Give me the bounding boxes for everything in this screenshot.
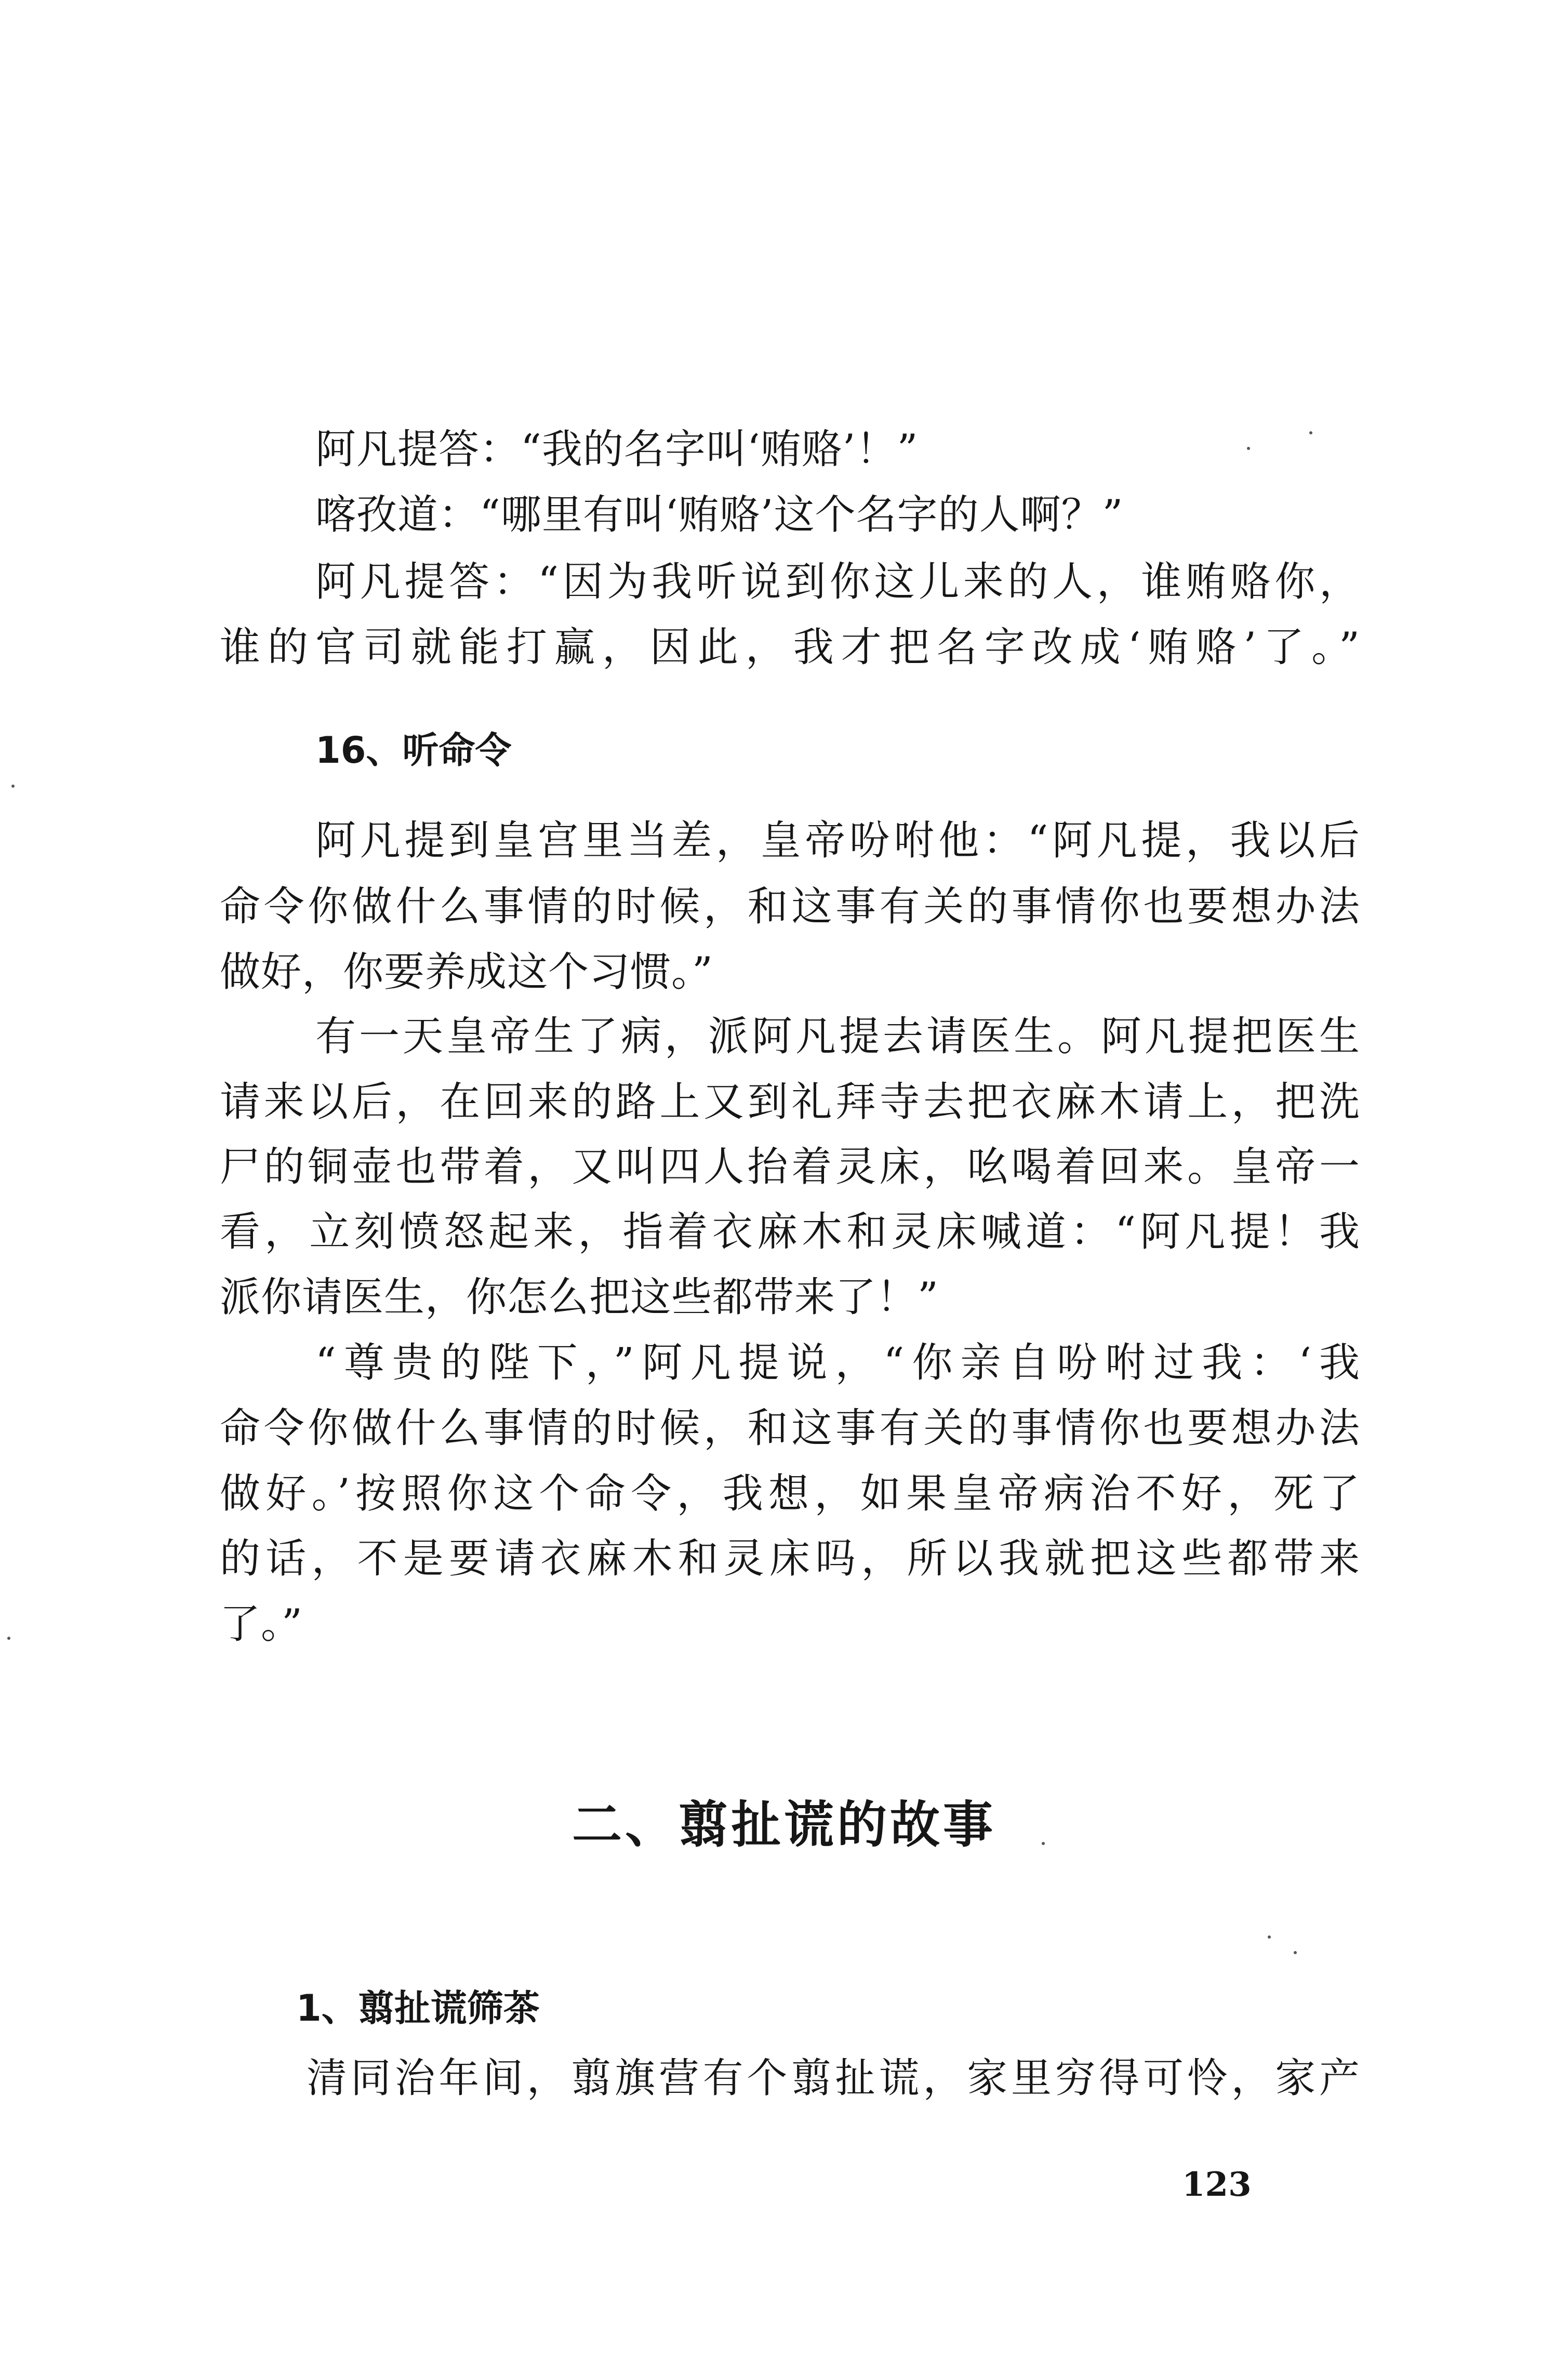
scan-speck (1294, 1951, 1297, 1954)
text-line: 清同治年间，翦旗营有个翦扯谎，家里穷得可怜，家产 (307, 2055, 1360, 2102)
text-line: 的话，不是要请衣麻木和灵床吗，所以我就把这些都带来 (220, 1535, 1360, 1582)
text-line: 阿凡提答：“我的名字叫‘贿赂’！” (315, 426, 919, 473)
story-1-heading: 1、翦扯谎筛茶 (296, 1987, 540, 2030)
text-line: 阿凡提到皇宫里当差，皇帝吩咐他：“阿凡提，我以后 (315, 817, 1360, 864)
text-line: “尊贵的陛下，”阿凡提说，“你亲自吩咐过我：‘我 (315, 1339, 1360, 1386)
text-line: 请来以后，在回来的路上又到礼拜寺去把衣麻木请上，把洗 (220, 1079, 1360, 1125)
text-line: 派你请医生，你怎么把这些都带来了！” (220, 1274, 939, 1321)
text-line: 了。” (220, 1601, 303, 1648)
text-line: 做好。’按照你这个命令，我想，如果皇帝病治不好，死了 (220, 1470, 1360, 1517)
scan-speck (7, 1637, 10, 1640)
scan-speck (1268, 1935, 1271, 1939)
chapter-title: 二、翦扯谎的故事 (572, 1796, 996, 1854)
text-line: 阿凡提答：“因为我听说到你这儿来的人，谁贿赂你， (315, 559, 1360, 605)
text-line: 看，立刻愤怒起来，指着衣麻木和灵床喊道：“阿凡提！我 (220, 1209, 1360, 1255)
scan-speck (11, 785, 15, 788)
page-number: 123 (1182, 2165, 1252, 2204)
text-line: 喀孜道：“哪里有叫‘贿赂’这个名字的人啊？” (315, 492, 1124, 538)
text-line: 尸的铜壶也带着，又叫四人抬着灵床，吆喝着回来。皇帝一 (220, 1144, 1360, 1190)
text-line: 命令你做什么事情的时候，和这事有关的事情你也要想办法 (220, 1405, 1360, 1452)
scan-speck (1042, 1842, 1045, 1845)
scan-speck (1247, 447, 1250, 450)
text-line: 做好，你要养成这个习惯。” (220, 949, 713, 996)
text-line: 有一天皇帝生了病，派阿凡提去请医生。阿凡提把医生 (315, 1013, 1360, 1060)
text-line: 命令你做什么事情的时候，和这事有关的事情你也要想办法 (220, 883, 1360, 930)
story-16-heading: 16、听命令 (315, 729, 512, 772)
text-line: 谁的官司就能打赢，因此，我才把名字改成‘贿赂’了。” (220, 624, 1360, 671)
scan-speck (1309, 431, 1312, 434)
